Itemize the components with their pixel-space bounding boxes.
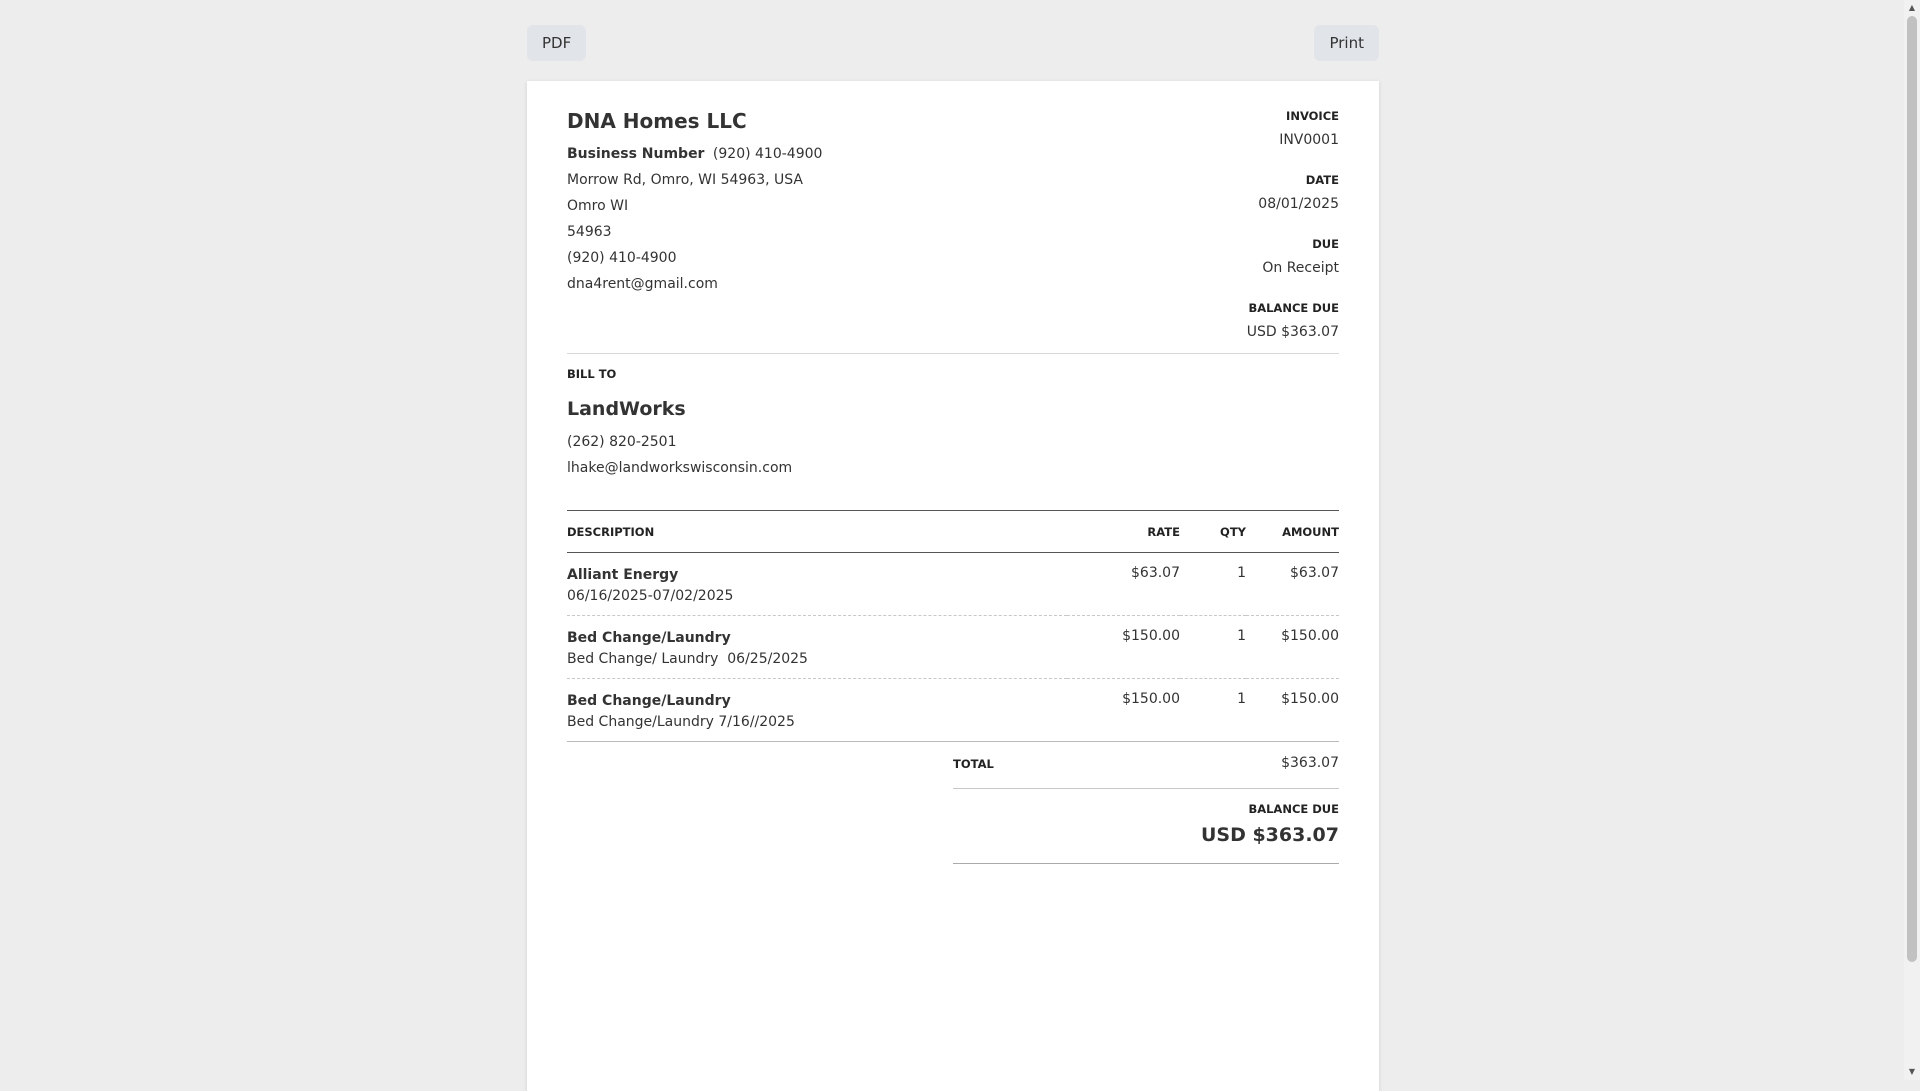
header-description: DESCRIPTION — [567, 511, 1067, 553]
total-row — [953, 742, 1339, 789]
header-amount: AMOUNT — [1246, 511, 1339, 553]
item-qty: 1 — [1180, 553, 1246, 616]
header-divider — [567, 353, 1339, 354]
table-header-row — [567, 511, 1339, 553]
company-address: Morrow Rd, Omro, WI 54963, USA — [567, 172, 803, 188]
header-qty: QTY — [1180, 511, 1246, 553]
table-row — [567, 616, 1339, 679]
balance-due-summary — [953, 789, 1339, 864]
bill-to-name: LandWorks — [567, 398, 686, 420]
company-zip: 54963 — [567, 224, 612, 240]
date-block — [1039, 171, 1339, 233]
item-title: Bed Change/Laundry — [567, 630, 731, 646]
date-label: DATE — [1305, 173, 1339, 187]
balance-due-label: BALANCE DUE — [1248, 301, 1339, 315]
company-phone: (920) 410-4900 — [567, 250, 677, 266]
item-title: Alliant Energy — [567, 567, 679, 583]
due-value: On Receipt — [1262, 260, 1339, 276]
invoice-date: 08/01/2025 — [1258, 196, 1339, 212]
table-row — [567, 679, 1339, 742]
invoice-number-block — [1039, 107, 1339, 169]
item-rate: $150.00 — [1067, 679, 1180, 742]
item-amount: $150.00 — [1246, 616, 1339, 679]
scrollbar-thumb[interactable] — [1907, 16, 1917, 962]
due-label: DUE — [1312, 237, 1339, 251]
business-number-value: (920) 410-4900 — [712, 146, 823, 162]
line-items-table — [567, 510, 1339, 742]
scroll-up-arrow-icon[interactable]: ▲ — [1908, 3, 1916, 12]
header-rate: RATE — [1067, 511, 1180, 553]
invoice-meta — [1039, 105, 1339, 361]
bill-to-email: lhake@landworkswisconsin.com — [567, 460, 793, 476]
summary-balance-due-value: USD $363.07 — [1200, 824, 1339, 846]
print-button[interactable]: Print — [1314, 25, 1379, 61]
bill-to-label: BILL TO — [567, 367, 617, 381]
company-email: dna4rent@gmail.com — [567, 276, 718, 292]
item-qty: 1 — [1180, 616, 1246, 679]
item-subtitle: Bed Change/Laundry 7/16//2025 — [567, 714, 795, 730]
company-name: DNA Homes LLC — [567, 109, 747, 133]
scroll-down-arrow-icon[interactable]: ▼ — [1908, 1067, 1916, 1076]
bill-to-section — [567, 365, 1067, 481]
total-label: TOTAL — [953, 757, 994, 771]
total-value: $363.07 — [1281, 755, 1339, 771]
page-scrollbar[interactable] — [1904, 0, 1920, 1080]
item-amount: $150.00 — [1246, 679, 1339, 742]
item-title: Bed Change/Laundry — [567, 693, 731, 709]
item-subtitle: Bed Change/ Laundry 06/25/2025 — [567, 651, 808, 667]
item-qty: 1 — [1180, 679, 1246, 742]
bill-to-phone: (262) 820-2501 — [567, 434, 677, 450]
company-info — [567, 107, 967, 297]
invoice-number: INV0001 — [1279, 132, 1339, 148]
item-subtitle: 06/16/2025-07/02/2025 — [567, 588, 734, 604]
item-rate: $63.07 — [1067, 553, 1180, 616]
due-block — [1039, 235, 1339, 297]
summary-balance-due-label: BALANCE DUE — [1248, 802, 1339, 816]
item-description — [567, 553, 1067, 616]
pdf-button[interactable]: PDF — [527, 25, 586, 61]
invoice-label: INVOICE — [1286, 109, 1339, 123]
totals-section — [953, 742, 1339, 864]
table-row — [567, 553, 1339, 616]
balance-due-value: USD $363.07 — [1246, 324, 1339, 340]
item-description — [567, 679, 1067, 742]
business-number-label: Business Number — [567, 146, 705, 162]
balance-due-block — [1039, 299, 1339, 361]
item-amount: $63.07 — [1246, 553, 1339, 616]
company-city-state: Omro WI — [567, 198, 629, 214]
invoice-toolbar — [527, 25, 1379, 61]
item-rate: $150.00 — [1067, 616, 1180, 679]
invoice-paper — [527, 81, 1379, 1091]
business-number-line — [567, 141, 967, 167]
item-description — [567, 616, 1067, 679]
